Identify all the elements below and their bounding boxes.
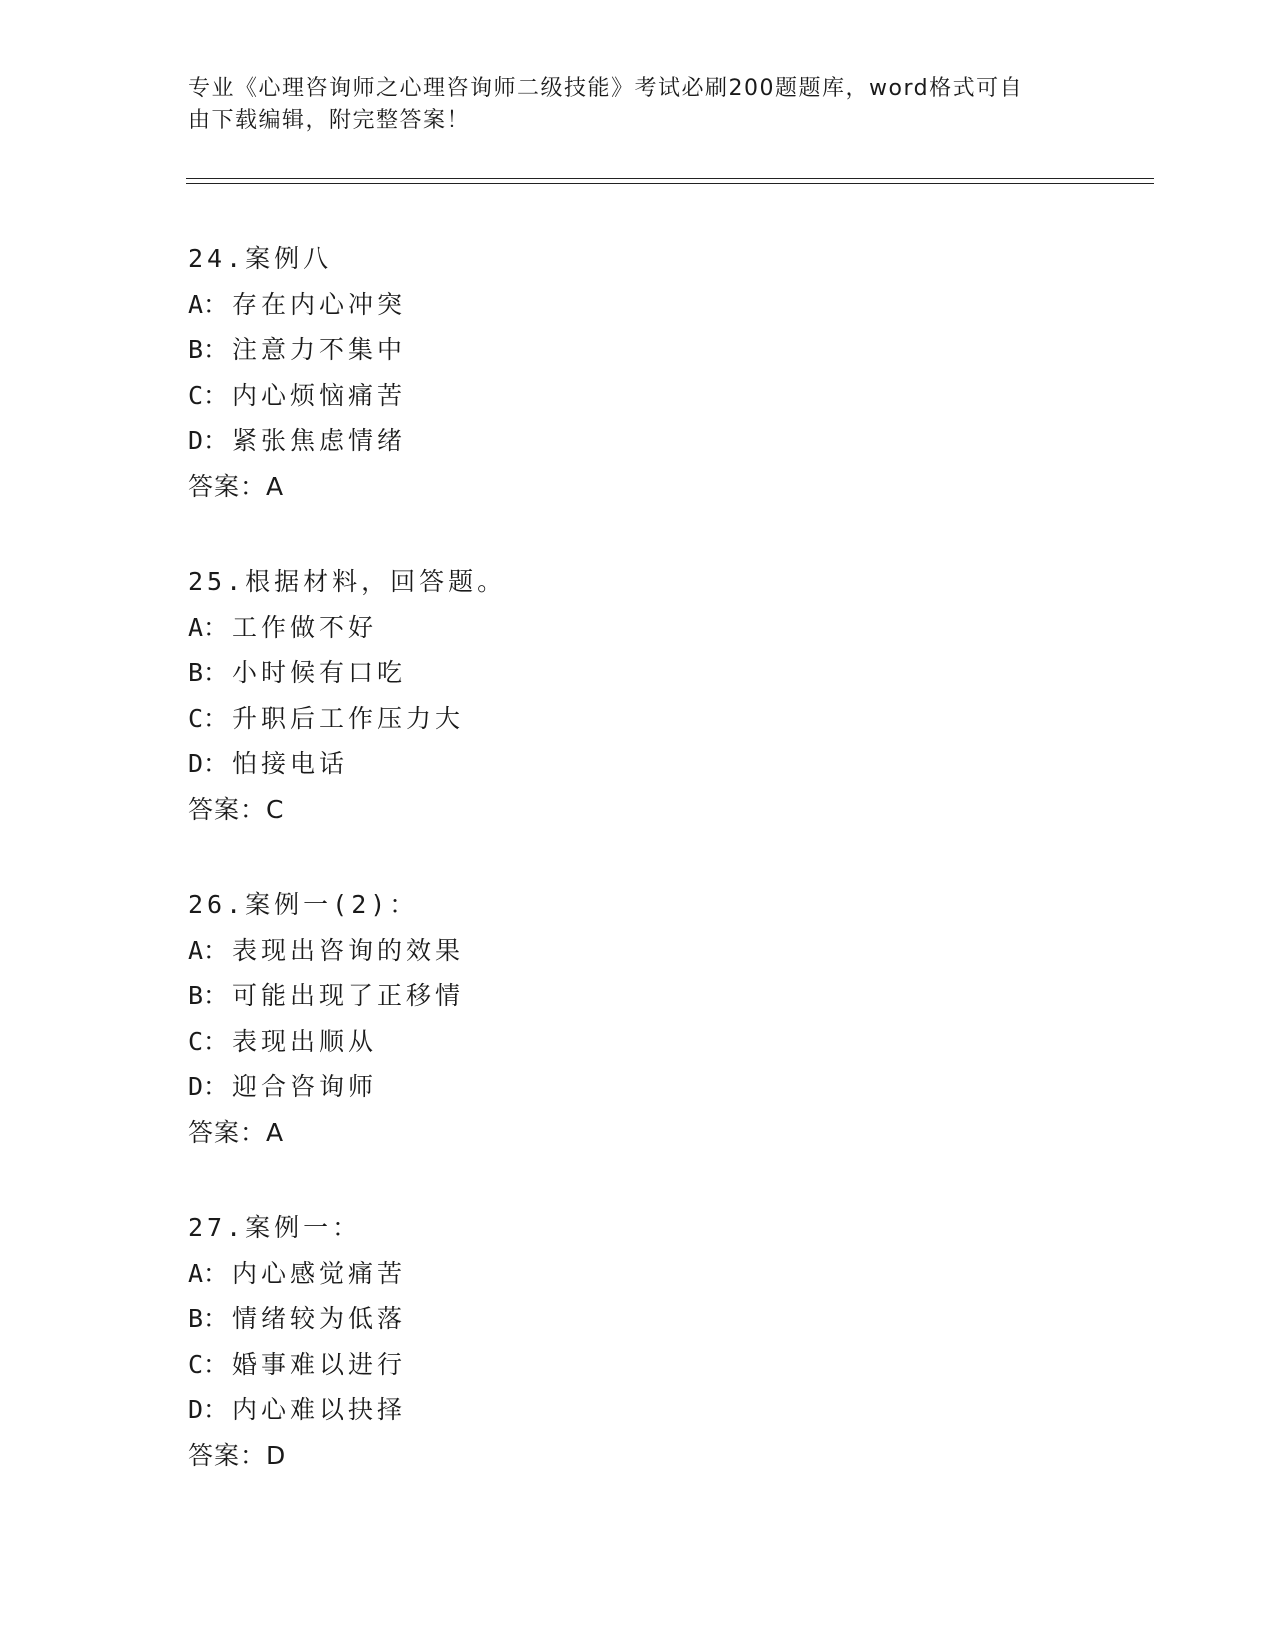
option-key: A： xyxy=(188,612,229,642)
option-key: C： xyxy=(188,1349,229,1379)
option-text: 内心烦恼痛苦 xyxy=(232,380,407,410)
option-c xyxy=(188,696,1088,742)
option-key: B： xyxy=(188,981,229,1010)
option-text: 小时候有口吃 xyxy=(232,658,407,687)
answer-line: 答案：A xyxy=(188,1117,285,1147)
option-text: 紧张焦虑情绪 xyxy=(232,426,407,455)
option-text: 怕接电话 xyxy=(232,749,349,778)
answer-line: 答案：A xyxy=(188,471,285,501)
question-stem: 27.案例一： xyxy=(188,1213,362,1242)
answer-line: 答案：C xyxy=(188,794,285,824)
option-key: A： xyxy=(188,1258,229,1288)
question-stem: 25.根据材料，回答题。 xyxy=(188,567,507,596)
option-c xyxy=(188,1019,1088,1065)
question-26 xyxy=(188,882,1088,1155)
option-text: 迎合咨询师 xyxy=(232,1072,378,1101)
option-a xyxy=(188,928,1088,974)
option-text: 升职后工作压力大 xyxy=(232,703,465,733)
question-27 xyxy=(188,1205,1088,1478)
option-text: 情绪较为低落 xyxy=(232,1304,407,1333)
header-line-2: 由下载编辑，附完整答案！ xyxy=(188,108,471,133)
header-divider-bottom xyxy=(186,183,1154,184)
option-key: A： xyxy=(188,289,229,319)
option-c xyxy=(188,373,1088,419)
header-line-1: 专业《心理咨询师之心理咨询师二级技能》考试必刷200题题库，word格式可自 xyxy=(188,76,1024,101)
option-key: D： xyxy=(188,1072,229,1101)
option-text: 表现出咨询的效果 xyxy=(232,935,465,965)
option-d xyxy=(188,741,1088,787)
option-key: A： xyxy=(188,935,229,965)
option-d xyxy=(188,418,1088,464)
option-text: 内心感觉痛苦 xyxy=(232,1258,407,1288)
option-key: D： xyxy=(188,749,229,778)
question-stem: 24.案例八 xyxy=(188,244,333,273)
question-24 xyxy=(188,236,1088,509)
option-key: C： xyxy=(188,1026,229,1056)
option-key: D： xyxy=(188,1395,229,1424)
question-list xyxy=(188,236,1088,1528)
option-text: 表现出顺从 xyxy=(232,1026,378,1056)
option-a xyxy=(188,605,1088,651)
answer-line: 答案：D xyxy=(188,1440,287,1470)
option-key: C： xyxy=(188,703,229,733)
option-b xyxy=(188,327,1088,373)
question-stem: 26.案例一(2)： xyxy=(188,890,419,919)
option-b xyxy=(188,650,1088,696)
option-text: 存在内心冲突 xyxy=(232,289,407,319)
option-key: D： xyxy=(188,426,229,455)
option-b xyxy=(188,1296,1088,1342)
option-text: 可能出现了正移情 xyxy=(232,981,465,1010)
option-text: 注意力不集中 xyxy=(232,335,407,364)
option-text: 内心难以抉择 xyxy=(232,1395,407,1424)
option-d xyxy=(188,1064,1088,1110)
option-a xyxy=(188,1251,1088,1297)
option-key: C： xyxy=(188,380,229,410)
header-divider-top xyxy=(186,178,1154,179)
option-b xyxy=(188,973,1088,1019)
option-key: B： xyxy=(188,658,229,687)
option-key: B： xyxy=(188,1304,229,1333)
question-25 xyxy=(188,559,1088,832)
option-d xyxy=(188,1387,1088,1433)
option-key: B： xyxy=(188,335,229,364)
option-text: 婚事难以进行 xyxy=(232,1349,407,1379)
document-header xyxy=(188,73,1068,137)
option-a xyxy=(188,282,1088,328)
option-text: 工作做不好 xyxy=(232,612,378,642)
option-c xyxy=(188,1342,1088,1388)
